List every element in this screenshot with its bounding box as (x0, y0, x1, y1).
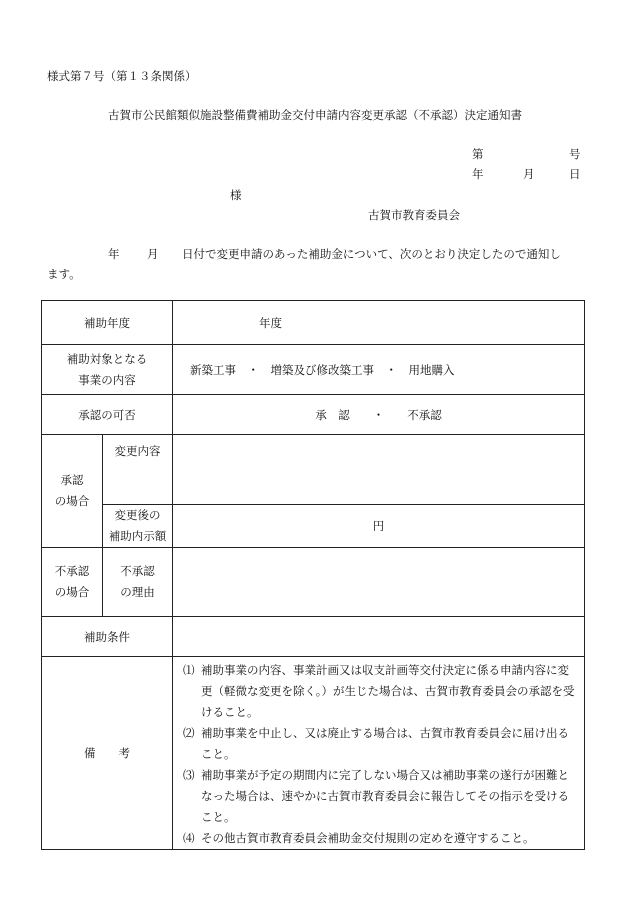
rejection-reason-line1: 不承認 (120, 564, 155, 578)
form-label: 様式第７号（第１３条関係） (47, 69, 197, 83)
remark-text: 補助事業を中止し、又は廃止する場合は、古賀市教育委員会に届け出ること。 (201, 726, 569, 761)
date-year: 年 (472, 167, 484, 181)
date-day: 日 (569, 167, 581, 181)
approved-case-label (42, 435, 103, 548)
approved-case-line2: の場合 (54, 494, 90, 508)
issuer: 古賀市教育委員会 (368, 208, 460, 222)
decision-table (41, 300, 585, 850)
remark-number: ⑶ (183, 768, 195, 782)
addressee-suffix: 様 (230, 188, 242, 202)
conditions-label: 補助条件 (42, 617, 173, 657)
change-content-label: 変更内容 (103, 435, 173, 505)
project-label-line2: 事業の内容 (78, 372, 136, 387)
date-month: 月 (523, 167, 535, 181)
intro-year: 年 (108, 247, 120, 261)
approved-case-line1: 承認 (60, 473, 84, 487)
remark-number: ⑵ (183, 726, 195, 740)
fiscal-year-label: 補助年度 (42, 301, 173, 345)
change-content-cell[interactable] (173, 435, 585, 505)
remark-number: ⑴ (183, 663, 195, 677)
number-prefix: 第 (472, 147, 484, 161)
project-label-line1: 補助対象となる (66, 351, 148, 366)
project-options: 新築工事 ・ 増築及び修改築工事 ・ 用地購入 (190, 362, 455, 377)
remarks-list (173, 660, 584, 849)
changed-amount-line2: 補助内示額 (108, 529, 167, 543)
project-cell (173, 345, 585, 395)
approval-options: 承 認 ・ 不承認 (173, 395, 585, 435)
yen-unit: 円 (372, 519, 385, 533)
remarks-label: 備 考 (42, 657, 173, 850)
rejection-reason-label (103, 548, 173, 617)
rejection-reason-line2: の理由 (120, 585, 155, 599)
intro-month: 月 (147, 247, 159, 261)
document-title: 古賀市公民館類似施設整備費補助金交付申請内容変更承認（不承認）決定通知書 (108, 108, 522, 122)
number-suffix: 号 (569, 147, 581, 161)
intro-line2: ます。 (47, 267, 81, 281)
rejected-case-line1: 不承認 (54, 564, 90, 578)
remarks-cell (173, 657, 585, 850)
intro-line1: 日付で変更申請のあった補助金について、次のとおり決定したので通知し (182, 247, 561, 261)
approval-label: 承認の可否 (42, 395, 173, 435)
fiscal-year-cell (173, 301, 585, 345)
changed-amount-line1: 変更後の (114, 508, 161, 522)
changed-amount-cell[interactable] (173, 505, 585, 548)
remark-text: 補助事業が予定の期間内に完了しない場合又は補助事業の遂行が困難となった場合は、速やかに古賀市教育委員会に報告してその指示を受けること。 (201, 768, 569, 824)
rejected-case-label (42, 548, 103, 617)
changed-amount-label (103, 505, 173, 548)
remark-text: 補助事業の内容、事業計画又は収支計画等交付決定に係る申請内容に変更（軽微な変更を除く。）が生じた場合は、古賀市教育委員会の承認を受けること。 (201, 663, 575, 719)
remark-item (183, 828, 580, 849)
project-label (42, 345, 173, 395)
remark-item (183, 660, 580, 723)
rejection-reason-cell[interactable] (173, 548, 585, 617)
conditions-cell[interactable] (173, 617, 585, 657)
remark-item (183, 723, 580, 765)
remark-number: ⑷ (183, 831, 195, 845)
rejected-case-line2: の場合 (54, 585, 90, 599)
remark-item (183, 765, 580, 828)
fiscal-year-value: 年度 (259, 315, 282, 330)
remark-text: その他古賀市教育委員会補助金交付規則の定めを遵守すること。 (201, 831, 535, 845)
